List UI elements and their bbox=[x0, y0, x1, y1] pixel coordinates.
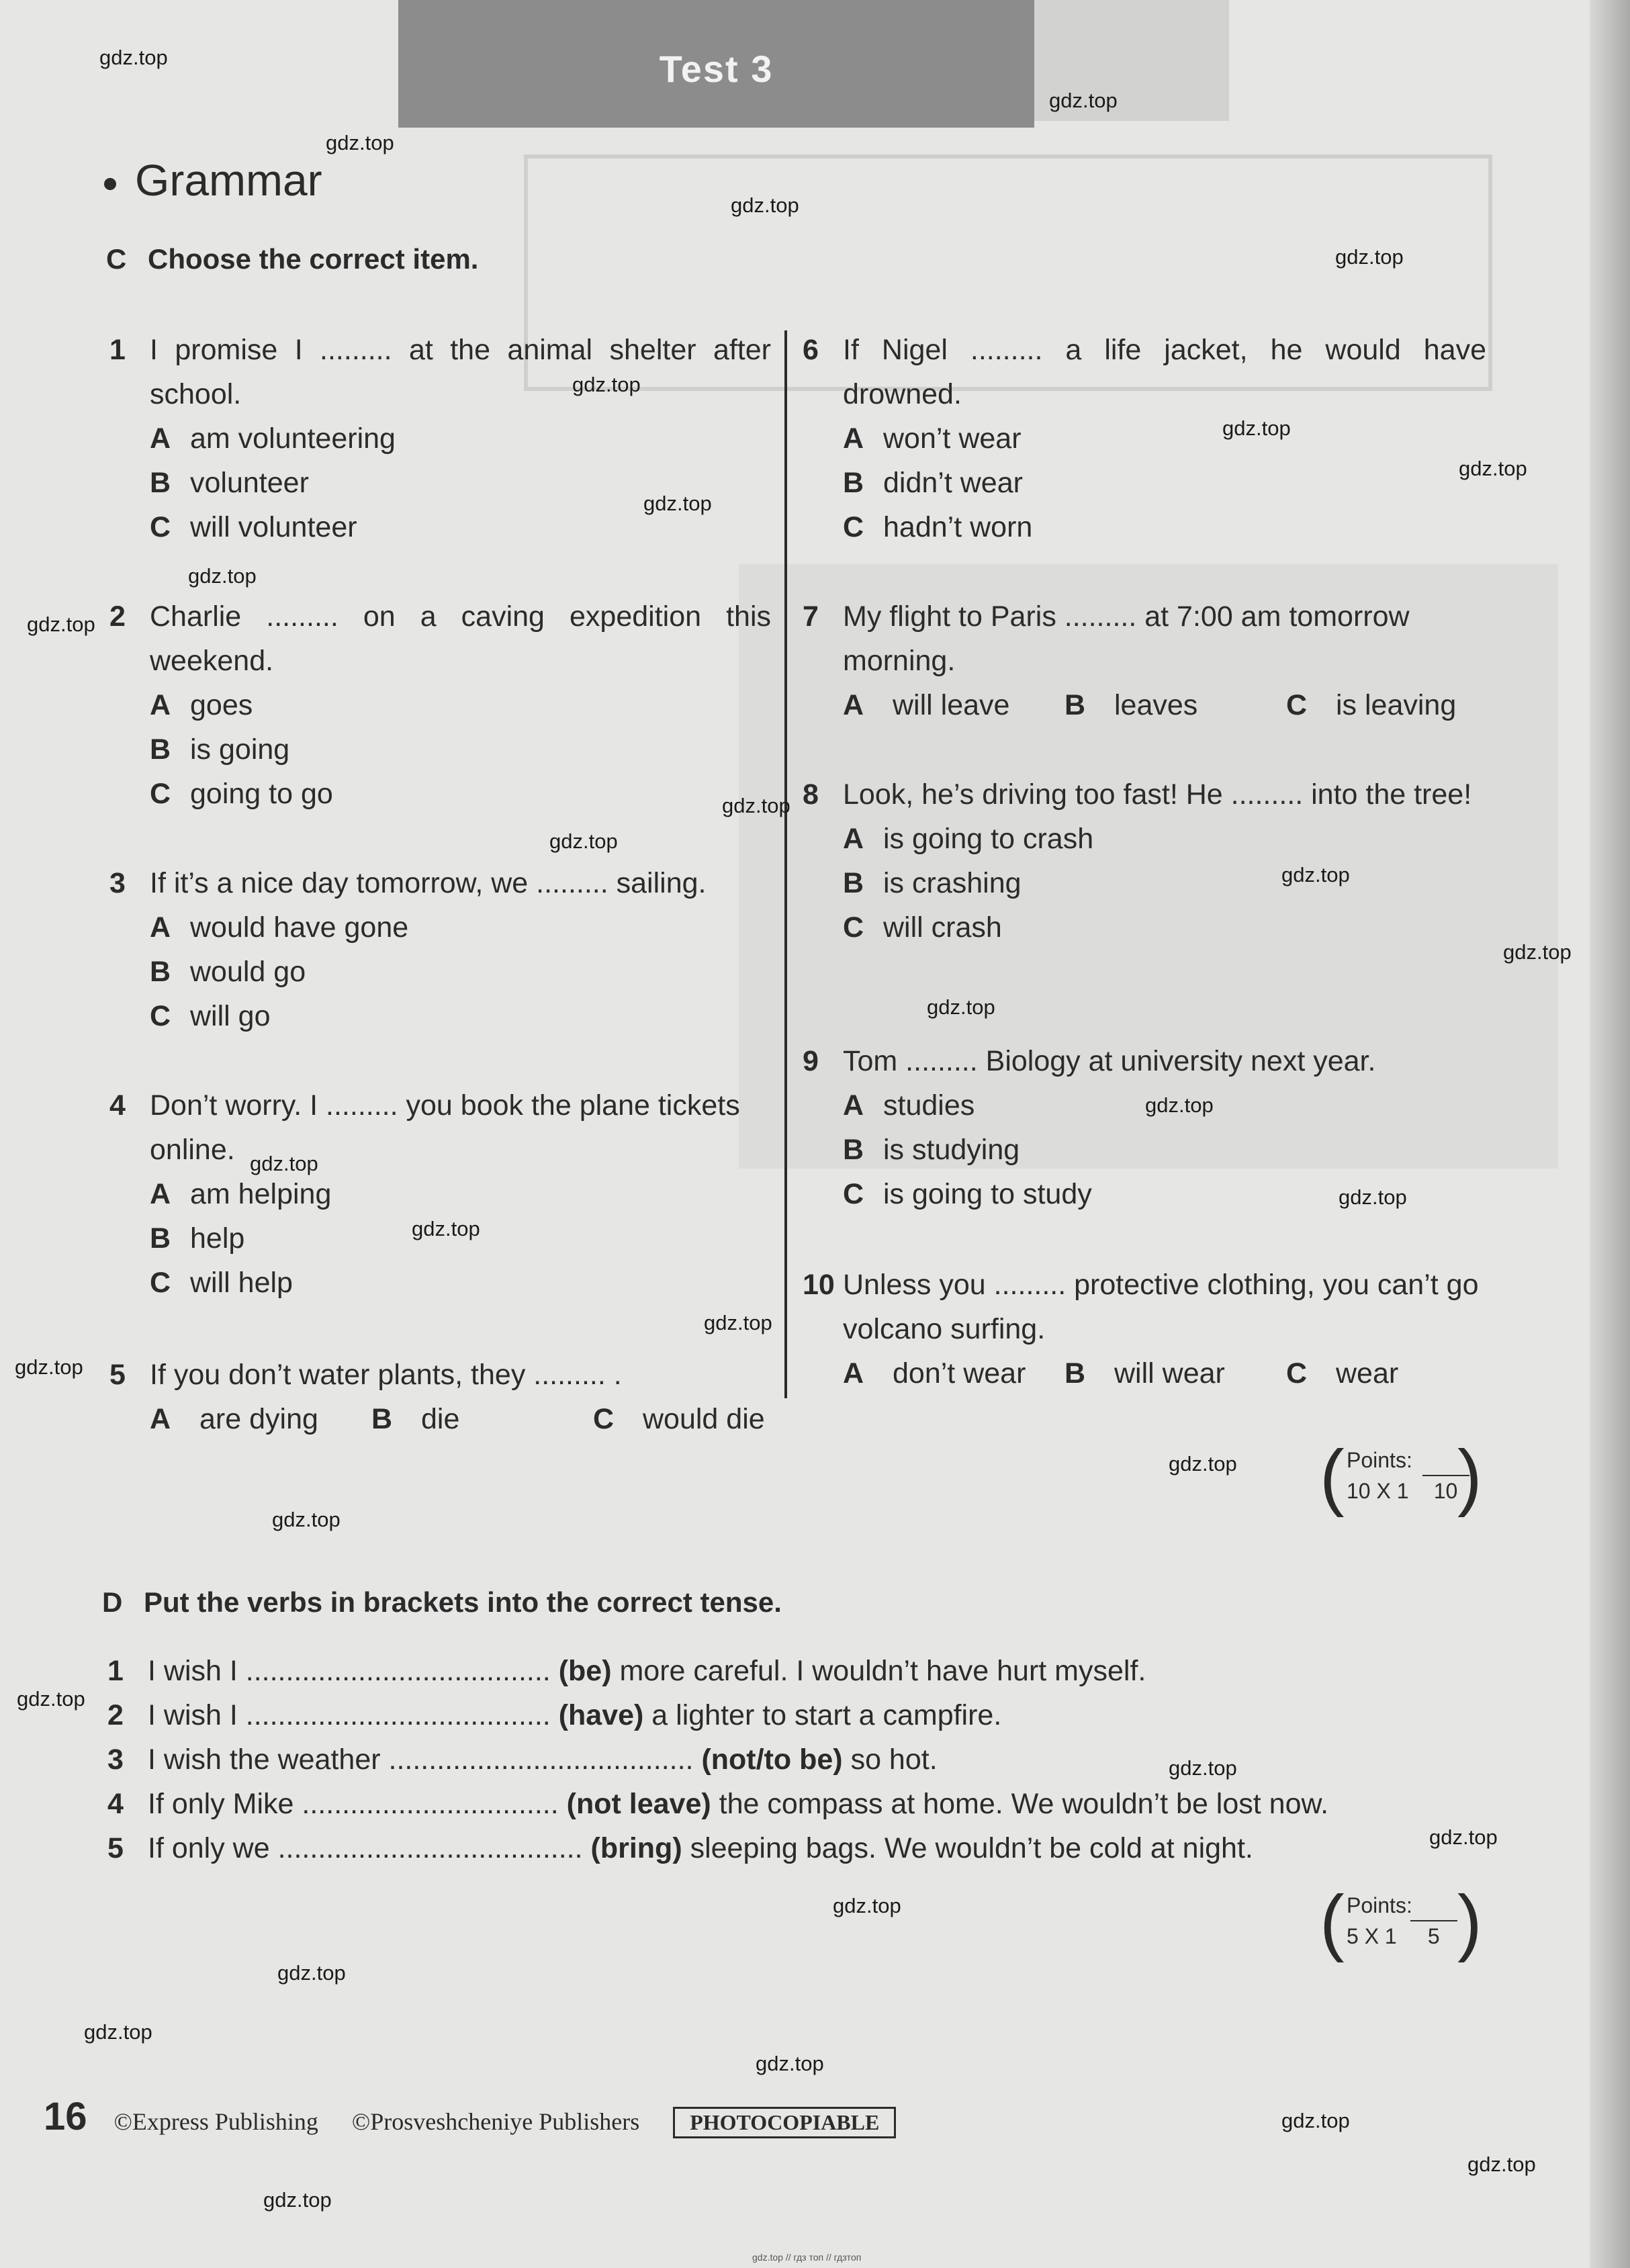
watermark: gdz.top bbox=[704, 1311, 772, 1334]
watermark: gdz.top bbox=[549, 829, 618, 853]
question-stem: I promise I ......... at the animal shelter after school. bbox=[150, 334, 771, 410]
right-parenthesis-icon: ) bbox=[1457, 1880, 1482, 1963]
watermark: gdz.top bbox=[1503, 940, 1572, 964]
watermark: gdz.top bbox=[99, 46, 168, 69]
option-b[interactable]: B die bbox=[371, 1403, 460, 1435]
page-footer bbox=[44, 2094, 896, 2139]
question-stem: Don’t worry. I ......... you book the plane tickets online. bbox=[150, 1089, 740, 1166]
bottom-note: gdz.top // гдз топ // гдзтоп bbox=[752, 2252, 862, 2263]
question-stem: If Nigel ......... a life jacket, he would have drowned. bbox=[843, 334, 1486, 410]
points-formula: 10 X 1 bbox=[1347, 1479, 1409, 1503]
question-10: 10 Unless you ......... protective clothing, you can’t go volcano surfing. A don’t wear B will wear C wear bbox=[803, 1263, 1486, 1396]
d-item-before[interactable]: If only we ...................................... bbox=[148, 1832, 583, 1864]
points-total: 10 bbox=[1422, 1475, 1469, 1506]
task-c-letter: C bbox=[106, 243, 127, 275]
option-c[interactable]: C is going to study bbox=[843, 1178, 1092, 1210]
option-a[interactable]: A am volunteering bbox=[150, 422, 396, 455]
option-c[interactable]: C wear bbox=[1286, 1357, 1399, 1390]
watermark: gdz.top bbox=[84, 2020, 152, 2044]
d-item-before[interactable]: If only Mike ................................ bbox=[148, 1788, 559, 1820]
options-row bbox=[150, 1397, 771, 1441]
option-b[interactable]: B didn’t wear bbox=[843, 467, 1023, 499]
option-b[interactable]: B would go bbox=[150, 956, 306, 988]
watermark: gdz.top bbox=[1169, 1452, 1237, 1476]
option-c[interactable]: C is leaving bbox=[1286, 689, 1457, 721]
option-b[interactable]: B is studying bbox=[843, 1134, 1020, 1166]
option-a[interactable]: A are dying bbox=[150, 1403, 318, 1435]
d-item-2: 2 I wish I ...................................... (have) a lighter to start a campfire. bbox=[107, 1699, 1002, 1731]
watermark: gdz.top bbox=[643, 492, 712, 515]
option-a[interactable]: A is going to crash bbox=[843, 823, 1094, 855]
task-d-heading bbox=[102, 1586, 782, 1619]
question-5: 5 If you don’t water plants, they ......... . A are dying B die C would die bbox=[109, 1353, 771, 1441]
question-6: 6 If Nigel ......... a life jacket, he would have drowned. A won’t wear B didn’t wear C hadn’t worn bbox=[803, 328, 1486, 549]
watermark: gdz.top bbox=[1145, 1093, 1214, 1117]
publisher-2: ©Prosveshcheniye Publishers bbox=[351, 2108, 640, 2135]
bullet-icon bbox=[104, 178, 116, 190]
watermark: gdz.top bbox=[833, 1894, 901, 1917]
question-1: 1 I promise I ......... at the animal shelter after school. A am volunteering B volunteer C will volunteer bbox=[109, 328, 771, 549]
watermark: gdz.top bbox=[27, 613, 95, 636]
options-row bbox=[843, 1351, 1486, 1396]
options-row bbox=[843, 683, 1486, 727]
option-c[interactable]: C will help bbox=[150, 1267, 293, 1299]
watermark: gdz.top bbox=[722, 794, 790, 817]
option-a[interactable]: A am helping bbox=[150, 1178, 332, 1210]
question-7: 7 My flight to Paris ......... at 7:00 am tomorrow morning. A will leave B leaves C is leaving bbox=[803, 594, 1486, 727]
d-item-before[interactable]: I wish I ...................................... bbox=[148, 1699, 551, 1731]
points-formula: 5 X 1 bbox=[1347, 1924, 1397, 1948]
d-item-4: 4 If only Mike ................................ (not leave) the compass at home. We wouldn’t be lost now. bbox=[107, 1788, 1329, 1820]
option-c[interactable]: C will volunteer bbox=[150, 511, 357, 543]
watermark: gdz.top bbox=[1049, 89, 1118, 112]
question-4: 4 Don’t worry. I ......... you book the plane tickets online. A am helping B help C will help bbox=[109, 1083, 771, 1305]
question-2: 2 Charlie ......... on a caving expedition this weekend. A goes B is going C going to go bbox=[109, 594, 771, 816]
option-c[interactable]: C will crash bbox=[843, 911, 1002, 944]
question-8: 8 Look, he’s driving too fast! He ......... into the tree! A is going to crash B is crashing C will crash bbox=[803, 772, 1486, 950]
question-stem: If it’s a nice day tomorrow, we ......... sailing. bbox=[150, 867, 707, 899]
question-stem: Unless you ......... protective clothing, you can’t go volcano surfing. bbox=[843, 1269, 1479, 1345]
option-c[interactable]: C going to go bbox=[150, 778, 333, 810]
question-3: 3 If it’s a nice day tomorrow, we ......... sailing. A would have gone B would go C will go bbox=[109, 861, 771, 1038]
task-c-title: Choose the correct item. bbox=[148, 243, 479, 275]
watermark: gdz.top bbox=[572, 373, 641, 396]
d-item-before[interactable]: I wish the weather ...................................... bbox=[148, 1743, 694, 1776]
option-a[interactable]: A goes bbox=[150, 689, 253, 721]
question-stem: Tom ......... Biology at university next year. bbox=[843, 1045, 1376, 1077]
watermark: gdz.top bbox=[1281, 863, 1350, 887]
watermark: gdz.top bbox=[1335, 245, 1404, 269]
question-stem: If you don’t water plants, they ......... . bbox=[150, 1359, 622, 1391]
points-total: 5 bbox=[1410, 1920, 1457, 1951]
task-d-letter: D bbox=[102, 1586, 123, 1618]
watermark: gdz.top bbox=[272, 1508, 341, 1531]
watermark: gdz.top bbox=[1281, 2109, 1350, 2132]
watermark: gdz.top bbox=[1429, 1825, 1498, 1849]
option-b[interactable]: B will wear bbox=[1065, 1357, 1225, 1390]
section-heading bbox=[104, 154, 322, 206]
watermark: gdz.top bbox=[731, 193, 799, 217]
test-title: Test 3 bbox=[659, 48, 774, 90]
task-c-heading bbox=[106, 243, 478, 275]
publisher-1: ©Express Publishing bbox=[114, 2108, 318, 2135]
watermark: gdz.top bbox=[263, 2188, 332, 2212]
page-number: 16 bbox=[44, 2095, 87, 2138]
watermark: gdz.top bbox=[15, 1355, 83, 1379]
option-c[interactable]: C will go bbox=[150, 1000, 271, 1032]
page-edge-shadow bbox=[1590, 0, 1630, 2268]
watermark: gdz.top bbox=[1169, 1756, 1237, 1780]
watermark: gdz.top bbox=[1339, 1185, 1407, 1209]
points-label: Points: bbox=[1347, 1448, 1412, 1472]
left-parenthesis-icon: ( bbox=[1320, 1435, 1345, 1518]
option-b[interactable]: B help bbox=[150, 1222, 245, 1255]
watermark: gdz.top bbox=[756, 2052, 824, 2075]
left-parenthesis-icon: ( bbox=[1320, 1880, 1345, 1963]
watermark: gdz.top bbox=[927, 995, 995, 1019]
section-title: Grammar bbox=[135, 155, 322, 205]
task-d-title: Put the verbs in brackets into the correct tense. bbox=[144, 1586, 782, 1618]
watermark: gdz.top bbox=[1459, 457, 1527, 480]
option-a[interactable]: A won’t wear bbox=[843, 422, 1022, 455]
watermark: gdz.top bbox=[1467, 2152, 1536, 2176]
watermark: gdz.top bbox=[277, 1961, 346, 1985]
d-item-3: 3 I wish the weather ...................................... (not/to be) so hot. bbox=[107, 1743, 938, 1776]
watermark: gdz.top bbox=[326, 131, 394, 154]
points-label: Points: bbox=[1347, 1893, 1412, 1917]
watermark: gdz.top bbox=[250, 1152, 318, 1175]
option-b[interactable]: B is going bbox=[150, 733, 290, 766]
right-parenthesis-icon: ) bbox=[1457, 1435, 1482, 1518]
option-c[interactable]: C hadn’t worn bbox=[843, 511, 1033, 543]
question-stem: My flight to Paris ......... at 7:00 am tomorrow morning. bbox=[843, 600, 1410, 677]
option-a[interactable]: A would have gone bbox=[150, 911, 409, 944]
option-b[interactable]: B volunteer bbox=[150, 467, 309, 499]
column-divider bbox=[784, 330, 787, 1398]
option-a[interactable]: A studies bbox=[843, 1089, 975, 1122]
watermark: gdz.top bbox=[188, 564, 257, 588]
photocopiable-badge: PHOTOCOPIABLE bbox=[673, 2107, 896, 2138]
points-box-d bbox=[1320, 1880, 1482, 1963]
question-stem: Charlie ......... on a caving expedition this weekend. bbox=[150, 600, 771, 677]
option-a[interactable]: A don’t wear bbox=[843, 1357, 1026, 1390]
option-b[interactable]: B is crashing bbox=[843, 867, 1022, 899]
option-b[interactable]: B leaves bbox=[1065, 689, 1198, 721]
watermark: gdz.top bbox=[1222, 416, 1291, 440]
question-stem: Look, he’s driving too fast! He ......... into the tree! bbox=[843, 778, 1472, 811]
watermark: gdz.top bbox=[412, 1217, 480, 1240]
points-box-c bbox=[1320, 1435, 1482, 1518]
d-item-1: 1 I wish I ...................................... (be) more careful. I wouldn’t have hurt myself. bbox=[107, 1655, 1146, 1687]
test-banner bbox=[398, 0, 1034, 128]
option-c[interactable]: C would die bbox=[593, 1403, 765, 1435]
d-item-before[interactable]: I wish I ...................................... bbox=[148, 1655, 551, 1687]
question-9: 9 Tom ......... Biology at university next year. A studies B is studying C is going to study bbox=[803, 1039, 1486, 1216]
watermark: gdz.top bbox=[17, 1687, 85, 1711]
d-item-5: 5 If only we ...................................... (bring) sleeping bags. We wouldn’t be cold at night. bbox=[107, 1832, 1253, 1864]
option-a[interactable]: A will leave bbox=[843, 689, 1010, 721]
